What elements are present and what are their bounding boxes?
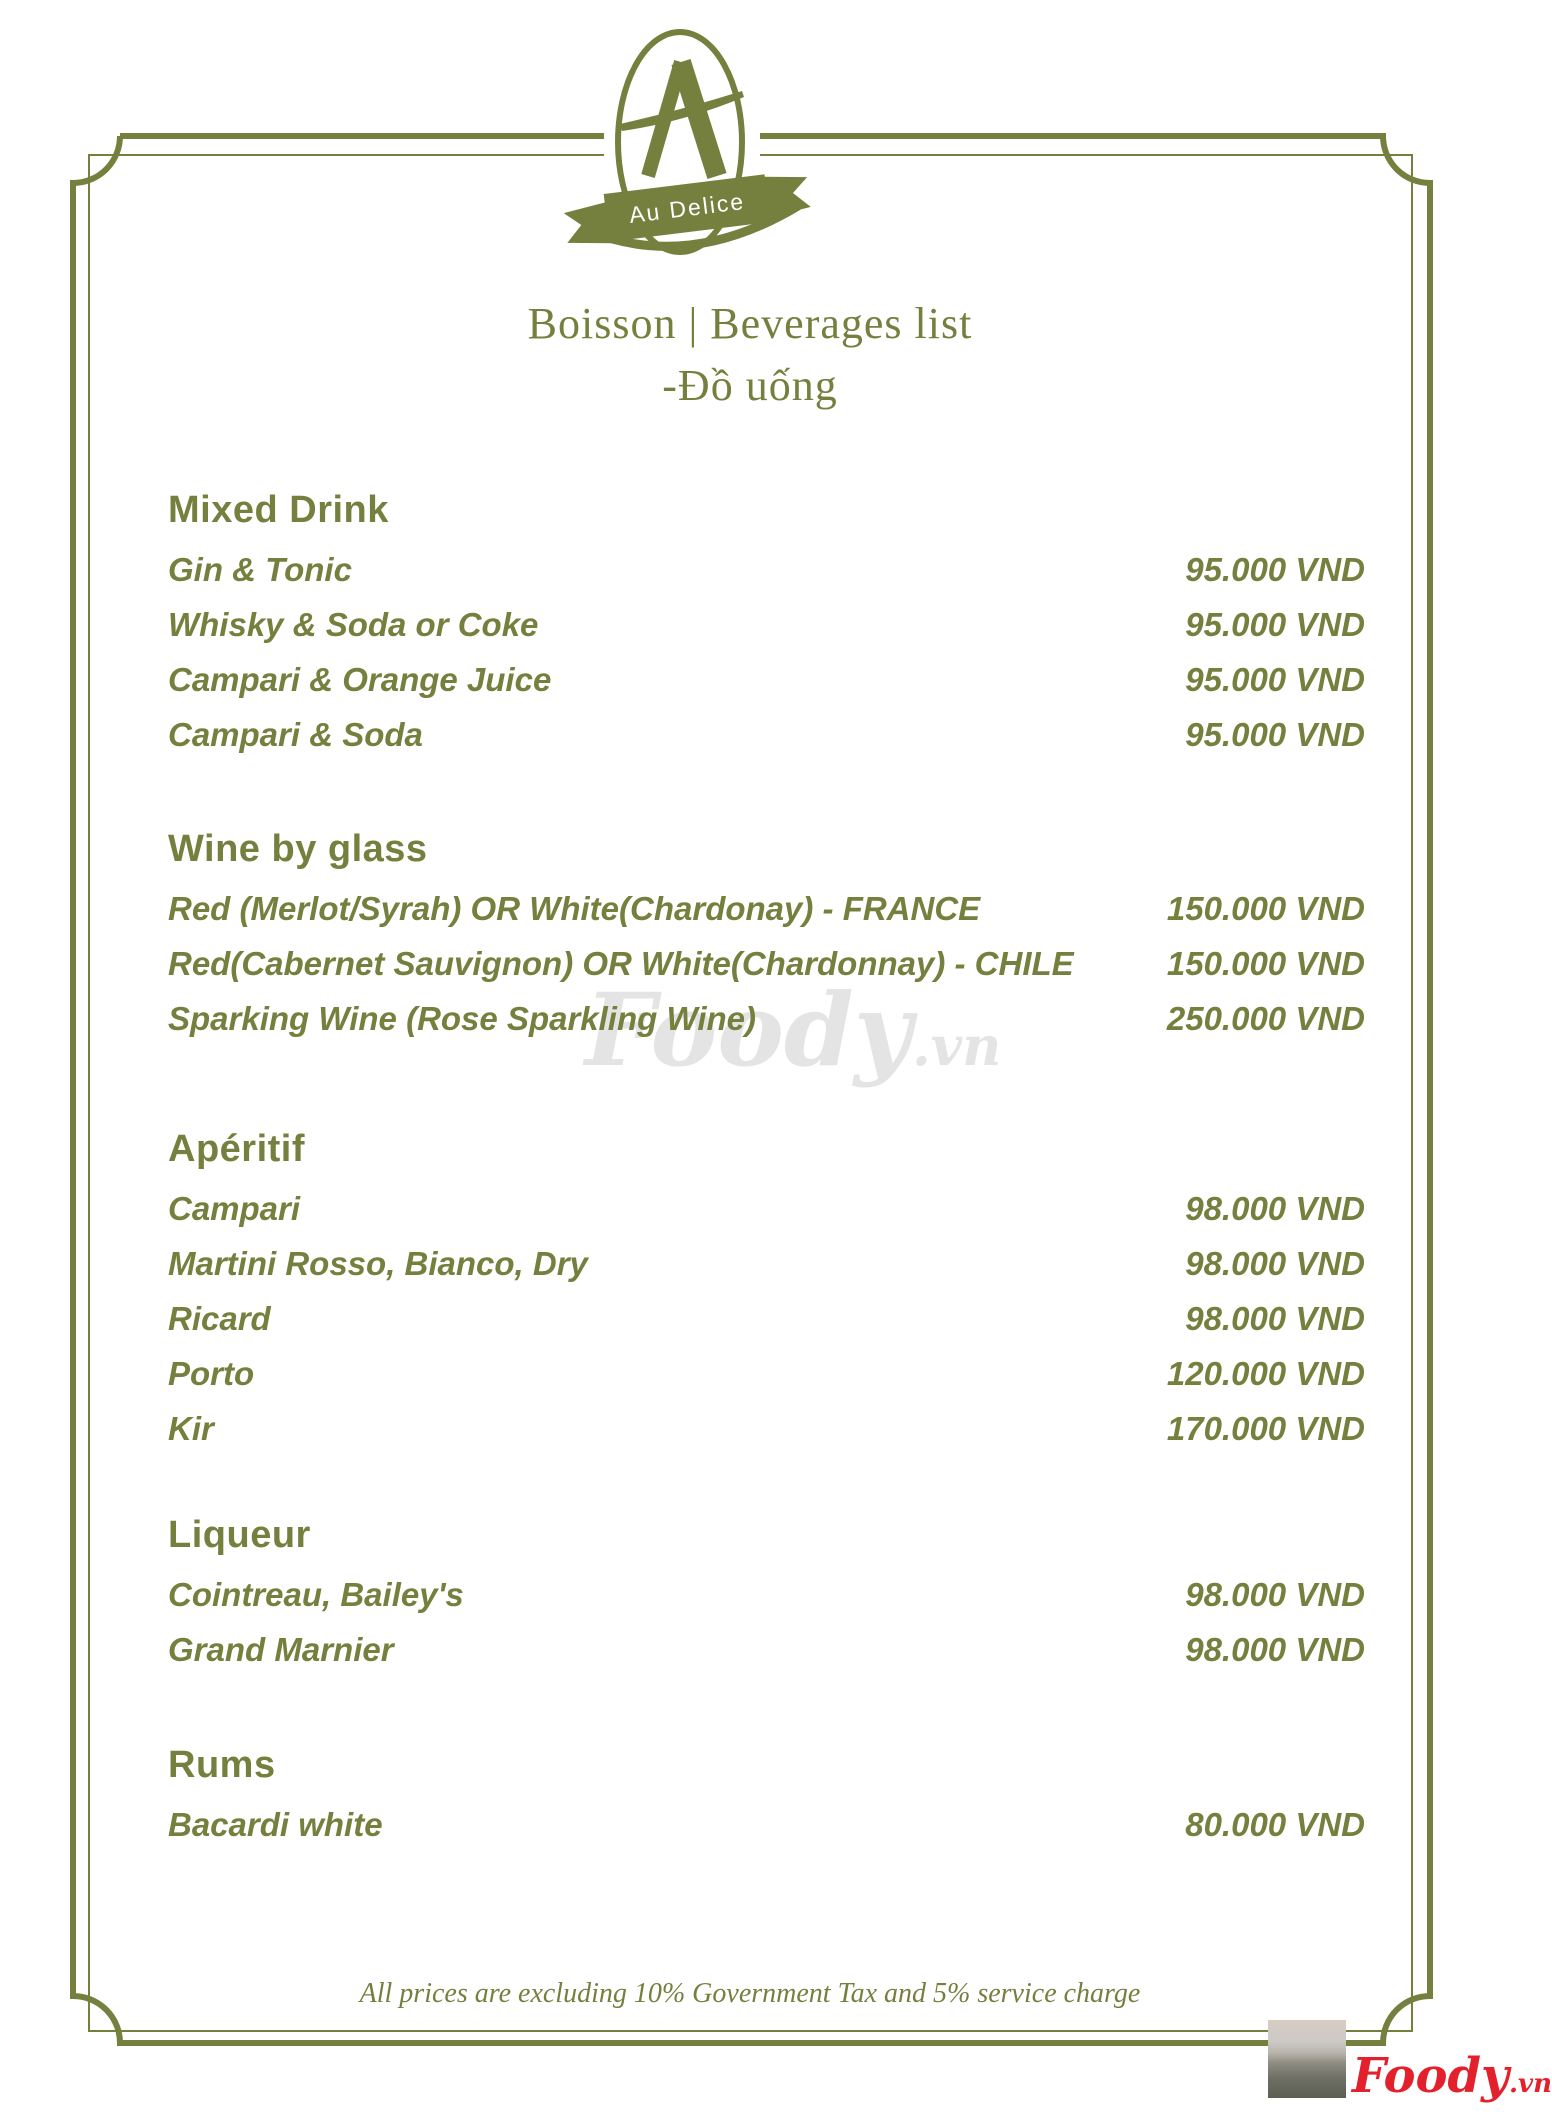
item-price: 170.000 VND — [1166, 1410, 1365, 1447]
menu-item — [168, 886, 1365, 941]
item-name: Cointreau, Bailey's — [168, 1576, 464, 1613]
item-name: Bacardi white — [168, 1806, 383, 1843]
menu-item — [168, 1572, 1365, 1627]
section-title: Apéritif — [168, 1128, 305, 1170]
item-name: Sparking Wine (Rose Sparkling Wine) — [168, 1000, 756, 1037]
ribbon-text: Au Delice — [627, 188, 747, 228]
watermark-suffix: .vn — [911, 1014, 1002, 1078]
item-name: Gin & Tonic — [168, 551, 352, 588]
menu-item — [168, 1802, 1365, 1857]
menu-item — [168, 941, 1365, 996]
section-title: Mixed Drink — [168, 489, 389, 531]
item-price: 98.000 VND — [1185, 1190, 1365, 1227]
section-title: Liqueur — [168, 1514, 311, 1556]
item-name: Kir — [168, 1410, 214, 1447]
section-aperitif — [0, 1126, 1500, 1461]
item-price: 95.000 VND — [1185, 661, 1365, 698]
menu-item — [168, 1406, 1365, 1461]
section-title: Wine by glass — [168, 828, 428, 870]
menu-item — [168, 1296, 1365, 1351]
item-price: 150.000 VND — [1166, 945, 1365, 982]
foody-logo-text: Foody — [1352, 2048, 1509, 2104]
menu-item — [168, 657, 1365, 712]
item-name: Porto — [168, 1355, 255, 1392]
menu-item — [168, 1241, 1365, 1296]
item-price: 150.000 VND — [1166, 890, 1365, 927]
item-price: 98.000 VND — [1185, 1300, 1365, 1337]
menu-item — [168, 547, 1365, 602]
section-liqueur — [0, 1512, 1500, 1682]
item-name: Martini Rosso, Bianco, Dry — [168, 1245, 588, 1282]
foody-logo — [1352, 2048, 1552, 2104]
item-price: 98.000 VND — [1185, 1245, 1365, 1282]
item-name: Whisky & Soda or Coke — [168, 606, 539, 643]
item-price: 95.000 VND — [1185, 606, 1365, 643]
item-name: Ricard — [168, 1300, 271, 1337]
item-price: 80.000 VND — [1185, 1806, 1365, 1843]
item-name: Red(Cabernet Sauvignon) OR White(Chardonnay) - CHILE — [168, 945, 1074, 982]
item-price: 98.000 VND — [1185, 1631, 1365, 1668]
tax-note: All prices are excluding 10% Government Tax and 5% service charge — [359, 1978, 1141, 2009]
section-wine-by-glass — [0, 826, 1500, 1051]
item-name: Campari & Orange Juice — [168, 661, 552, 698]
page-subtitle: -Đồ uống — [662, 361, 838, 410]
section-rums — [0, 1742, 1500, 1857]
item-price: 250.000 VND — [1166, 1000, 1365, 1037]
item-price: 95.000 VND — [1185, 716, 1365, 753]
item-name: Campari & Soda — [168, 716, 423, 753]
item-price: 98.000 VND — [1185, 1576, 1365, 1613]
foody-logo-suffix: .vn — [1508, 2069, 1552, 2099]
menu-item — [168, 1186, 1365, 1241]
item-price: 95.000 VND — [1185, 551, 1365, 588]
menu-item — [168, 602, 1365, 657]
photo-thumbnail — [1268, 2020, 1346, 2098]
item-name: Red (Merlot/Syrah) OR White(Chardonay) - FRANCE — [168, 890, 981, 927]
menu-item — [168, 1351, 1365, 1406]
page-title: Boisson | Beverages list — [527, 299, 973, 348]
menu-item — [168, 996, 1365, 1051]
item-name: Grand Marnier — [168, 1631, 394, 1668]
brand-logo — [562, 32, 812, 252]
menu-item — [168, 712, 1365, 767]
menu-item — [168, 1627, 1365, 1682]
watermark-text: Foody — [585, 971, 912, 1089]
item-price: 120.000 VND — [1166, 1355, 1365, 1392]
section-title: Rums — [168, 1744, 276, 1786]
item-name: Campari — [168, 1190, 301, 1227]
section-mixed-drink — [0, 487, 1500, 767]
